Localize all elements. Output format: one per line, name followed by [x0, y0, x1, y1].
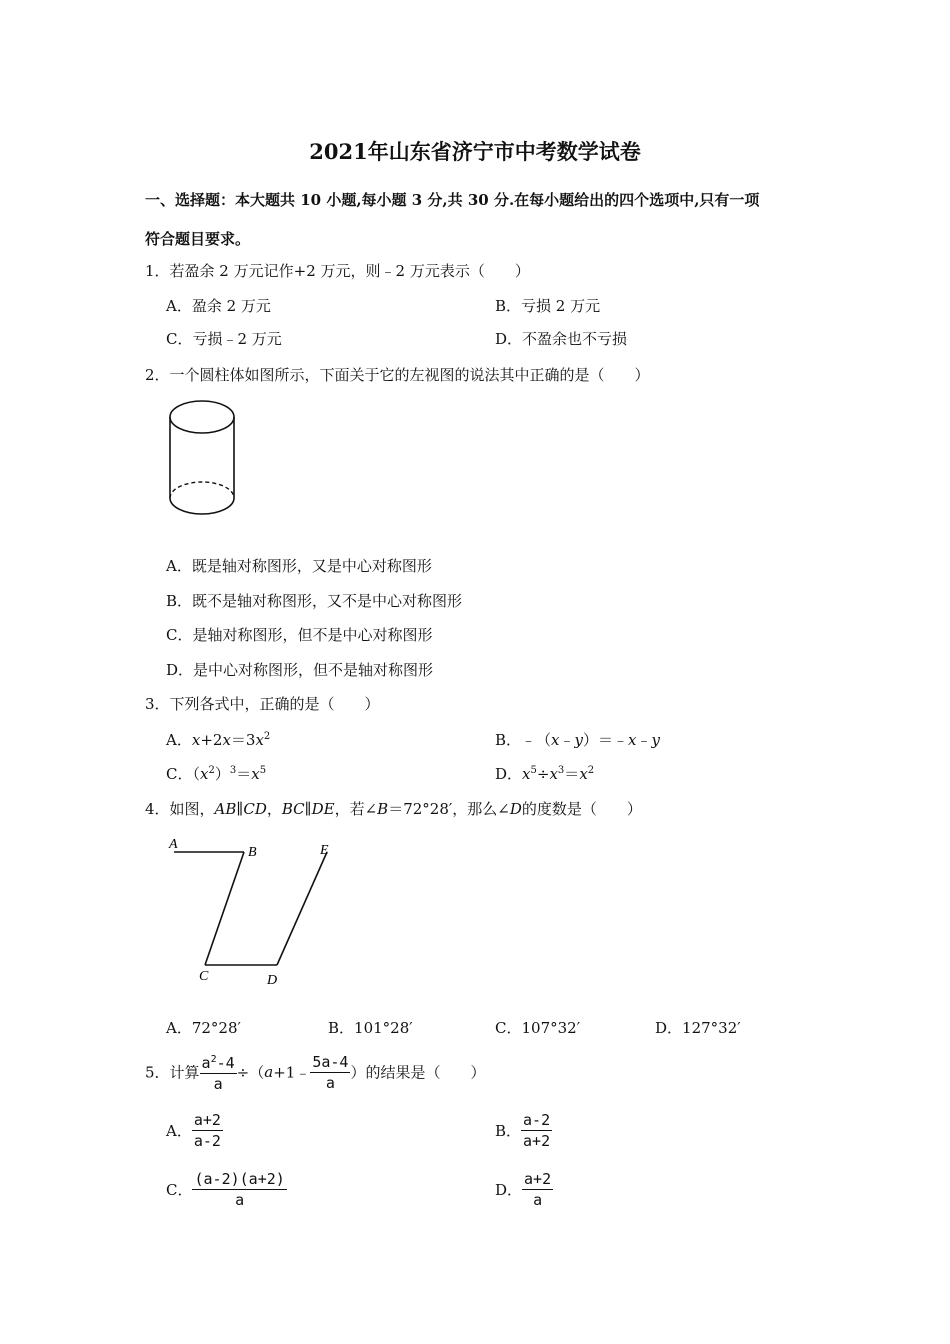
- q3-option-b: B．﹣（x﹣y）＝﹣x﹣y: [495, 731, 660, 749]
- point-label-d: D: [267, 973, 278, 988]
- q4-stem: 4．如图，AB∥CD，BC∥DE，若∠B＝72°28′，那么∠D的度数是（ ）: [145, 800, 642, 818]
- q5-option-a: A． $\frac{a+2}{a-2}$: [166, 1111, 221, 1150]
- point-label-e: E: [320, 843, 329, 858]
- q3-option-d: D．$x^5\div x^3=x^2$: [495, 765, 595, 783]
- q4-option-a: A．72°28′: [166, 1019, 241, 1037]
- section-heading-line2: 符合题目要求。: [145, 230, 251, 248]
- q5-option-c: C． $\frac{(a-2)(a+2)}{a}$: [166, 1170, 285, 1209]
- q3-option-a: A．$x+2x=3x^2$: [166, 731, 271, 749]
- q4-option-c: C．107°32′: [495, 1019, 581, 1037]
- q4-option-b: B．101°28′: [328, 1019, 413, 1037]
- cylinder-figure: [165, 395, 245, 525]
- q3-option-c: C．$(x^2)^3=x^5$: [166, 765, 267, 783]
- q3-stem: 3．下列各式中，正确的是（ ）: [145, 695, 380, 713]
- point-label-c: C: [199, 969, 209, 984]
- q1-option-d: D．不盈余也不亏损: [495, 330, 628, 348]
- q2-option-b: B．既不是轴对称图形，又不是中心对称图形: [166, 592, 463, 610]
- q2-option-d: D．是中心对称图形，但不是轴对称图形: [166, 661, 434, 679]
- q2-option-c: C．是轴对称图形，但不是中心对称图形: [166, 626, 433, 644]
- q5-fraction-2: $\frac{5a-4}{a}$: [312, 1052, 349, 1092]
- parallel-lines-figure: [160, 828, 350, 993]
- q1-option-a: A．盈余 2 万元: [166, 297, 271, 315]
- page-title: 2021年山东省济宁市中考数学试卷: [309, 139, 641, 164]
- q1-option-b: B．亏损 2 万元: [495, 297, 601, 315]
- point-label-b: B: [248, 845, 257, 860]
- q5-stem: 5．计算 $\frac{a^2-4}{a}$ ÷（a+1﹣ $\frac{5a-4}{a}$ ）的结果是（ ）: [145, 1050, 485, 1094]
- section-heading-line1: 一、选择题：本大题共 10 小题,每小题 3 分,共 30 分.在每小题给出的四个选项中,只有一项: [145, 191, 760, 209]
- point-label-a: A: [169, 837, 178, 852]
- q1-stem: 1．若盈余 2 万元记作+2 万元，则﹣2 万元表示（ ）: [145, 262, 530, 280]
- q5-option-d: D． $\frac{a+2}{a}$: [495, 1170, 552, 1209]
- q4-option-d: D．127°32′: [655, 1019, 741, 1037]
- q2-stem: 2．一个圆柱体如图所示，下面关于它的左视图的说法其中正确的是（ ）: [145, 366, 650, 384]
- q2-option-a: A．既是轴对称图形，又是中心对称图形: [166, 557, 432, 575]
- q1-option-c: C．亏损﹣2 万元: [166, 330, 282, 348]
- q5-fraction-1: $\frac{a^2-4}{a}$: [200, 1050, 237, 1094]
- q5-option-b: B． $\frac{a-2}{a+2}$: [495, 1111, 551, 1150]
